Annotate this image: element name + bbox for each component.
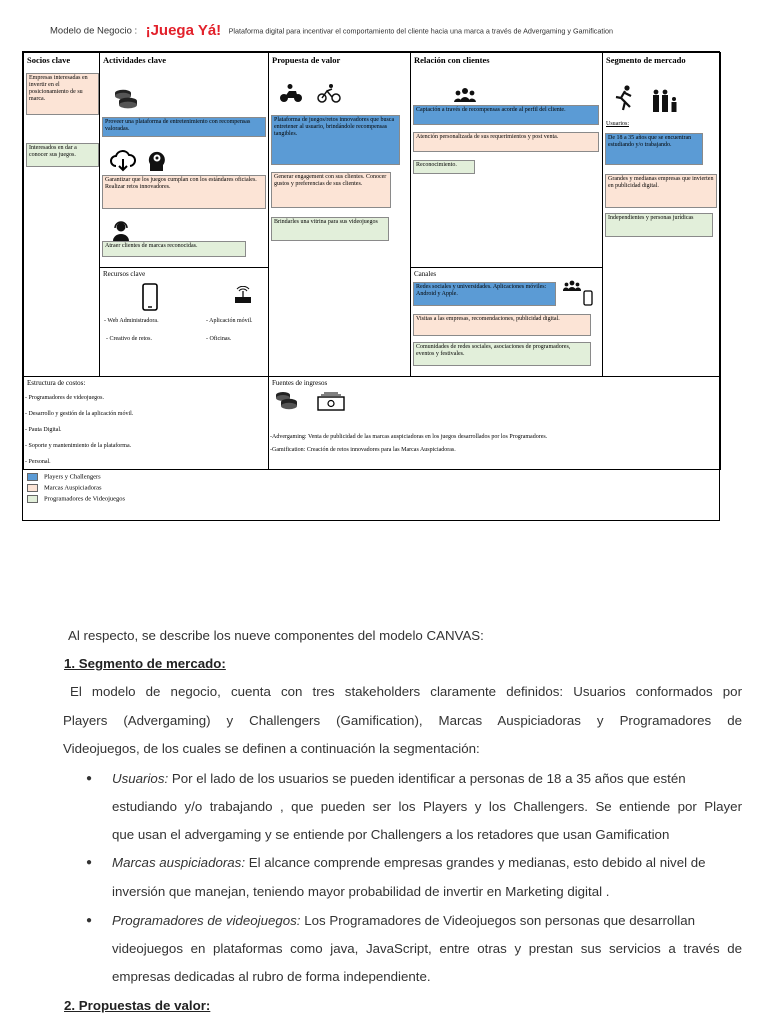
p1-line-2: Players (Advergaming) y Challengers (Gamification), Marcas Auspiciadoras y Programadores de bbox=[63, 713, 742, 728]
actividades-note-atraer: Atraer clientes de marcas reconocidas. bbox=[102, 241, 246, 257]
socios-note-interesados: Interesados en dar a conocer sus juegos. bbox=[26, 143, 99, 167]
bullet-dot-1: ● bbox=[86, 773, 93, 784]
b3-line-2: videojuegos en plataformas como java, JavaScript, entre otras y prestan sus servicios a través de bbox=[112, 941, 742, 956]
person-headset-icon bbox=[112, 221, 130, 241]
propuesta-valor-title: Propuesta de valor bbox=[272, 55, 341, 65]
canales-title: Canales bbox=[414, 270, 437, 278]
actividades-clave-title: Actividades clave bbox=[103, 55, 167, 65]
smartphone-icon bbox=[142, 283, 158, 311]
b1-line-1 bbox=[112, 771, 686, 786]
recurso-app: - Aplicación móvil. bbox=[206, 318, 253, 324]
bullet-dot-3: ● bbox=[86, 915, 93, 926]
intro-paragraph: Al respecto, se describe los nueve componentes del modelo CANVAS: bbox=[68, 628, 484, 643]
b2-line-2: inversión que manejan, teniendo mayor probabilidad de invertir en Marketing digital . bbox=[112, 884, 610, 899]
segmento-usuarios-label: Usuarios: bbox=[606, 121, 629, 127]
ingreso-gamification: -Gamification: Creación de retos innovadores para las Marcas Auspiciadoras. bbox=[270, 447, 456, 453]
b1-line-1-text: Por el lado de los usuarios se pueden identificar a personas de 18 a 35 años que estén bbox=[171, 771, 686, 786]
segmento-note-independientes: Independientes y personas jurídicas bbox=[605, 213, 713, 237]
coins-icon bbox=[114, 87, 140, 111]
segmento-note-usuarios: De 18 a 35 años que se encuentran estudiando y/o trabajando. bbox=[605, 133, 703, 165]
group-icon bbox=[563, 280, 581, 292]
costo-item-4: - Soporte y mantenimiento de la plataforma. bbox=[25, 443, 132, 449]
segmento-mercado-title: Segmento de mercado bbox=[606, 55, 686, 65]
header-subtitle: Plataforma digital para incentivar el comportamiento del cliente hacia una marca a través de Advergaming y Gamification bbox=[228, 26, 613, 36]
motorbike-icon bbox=[279, 83, 303, 103]
ingresos-title: Fuentes de ingresos bbox=[272, 379, 328, 387]
b2-line-1-text: El alcance comprende empresas grandes y medianas, esto debido al nivel de bbox=[248, 855, 706, 870]
business-model-canvas bbox=[22, 51, 720, 521]
costo-item-1: - Programadores de videojuegos. bbox=[25, 395, 104, 401]
b2-line-1 bbox=[112, 855, 706, 870]
legend-label-blue: Players y Challengers bbox=[44, 473, 101, 481]
cloud-download-icon bbox=[110, 150, 136, 172]
legend-green bbox=[27, 495, 125, 503]
family-icon bbox=[651, 89, 679, 113]
runner-icon bbox=[613, 85, 635, 111]
recurso-creativo: - Creativo de retos. bbox=[106, 336, 152, 342]
costos-title: Estructura de costos: bbox=[27, 379, 86, 387]
costo-item-2: - Desarrollo y gestión de la aplicación móvil. bbox=[25, 411, 134, 417]
b3-line-3: empresas dedicadas al rubro de forma independiente. bbox=[112, 969, 431, 984]
relacion-note-captacion: Captación a través de recompensas acorde al perfil del cliente. bbox=[413, 105, 599, 125]
b1-term: Usuarios: bbox=[112, 771, 169, 786]
b2-term: Marcas auspiciadoras: bbox=[112, 855, 246, 870]
propuesta-note-vitrina: Brindarles una vitrina para sus videojuegos bbox=[271, 217, 389, 241]
propuesta-note-engagement: Generar engagement con sus clientes. Conocer gustos y preferencias de sus clientes. bbox=[271, 172, 391, 208]
canales-cell bbox=[410, 267, 603, 377]
p1-line-1: El modelo de negocio, cuenta con tres stakeholders claramente definidos: Usuarios conformados por bbox=[70, 684, 742, 699]
cash-icon bbox=[317, 391, 345, 411]
actividades-note-estandares: Garantizar que los juegos cumplan con los estándares oficiales. Realizar retos innovadores. bbox=[102, 175, 266, 209]
relacion-note-atencion: Atención personalizada de sus requerimientos y post venta. bbox=[413, 132, 599, 152]
recurso-web: - Web Administradora. bbox=[104, 318, 159, 324]
socios-clave-title: Socios clave bbox=[27, 55, 71, 65]
b3-term: Programadores de videojuegos: bbox=[112, 913, 301, 928]
bullet-dot-2: ● bbox=[86, 857, 93, 868]
segmento-note-empresas: Grandes y medianas empresas que invierten en publicidad digital. bbox=[605, 174, 717, 208]
mobile-icon bbox=[583, 290, 593, 306]
router-icon bbox=[233, 286, 253, 304]
legend-pink bbox=[27, 484, 102, 492]
propuesta-note-plataforma: Plataforma de juegos/retos innovadores que busca entretener al usuario, brindándole recompensas tangibles. bbox=[271, 115, 400, 165]
canales-note-redes: Redes sociales y universidades. Aplicaciones móviles: Android y Apple. bbox=[413, 282, 556, 306]
b3-line-1 bbox=[112, 913, 695, 928]
socios-clave-cell bbox=[23, 52, 100, 377]
b1-line-3: que usan el advergaming y se entiende por Challengers a los retadores que usan Gamification bbox=[112, 827, 670, 842]
brand-title: ¡Juega Yá! bbox=[145, 22, 222, 40]
canales-note-visitas: Visitas a las empresas, recomendaciones, publicidad digital. bbox=[413, 314, 591, 336]
fuentes-ingresos-cell bbox=[268, 376, 721, 470]
b3-line-1-text: Los Programadores de Videojuegos son personas que desarrollan bbox=[304, 913, 695, 928]
propuesta-valor-cell bbox=[268, 52, 411, 377]
legend-label-pink: Marcas Auspiciadoras bbox=[44, 484, 102, 492]
actividades-note-plataforma: Proveer una plataforma de entretenimiento con recompensas valoradas. bbox=[102, 117, 266, 137]
costo-item-5: - Personal. bbox=[25, 459, 51, 465]
header-label: Modelo de Negocio : bbox=[50, 25, 138, 37]
socios-note-empresas: Empresas interesadas en invertir en el posicionamiento de su marca. bbox=[26, 73, 99, 115]
ingreso-advergaming: -Advergaming: Venta de publicidad de las marcas auspiciadoras en los juegos desarrollados por los Programadores. bbox=[270, 434, 548, 440]
segmento-mercado-cell bbox=[602, 52, 721, 377]
legend-swatch-green bbox=[27, 495, 38, 503]
relacion-note-reconocimiento: Reconocimiento. bbox=[413, 160, 475, 174]
heading-segmento: 1. Segmento de mercado: bbox=[64, 656, 226, 671]
actividades-clave-cell bbox=[99, 52, 269, 268]
canvas-header bbox=[50, 22, 750, 44]
legend-label-green: Programadores de Videojuegos bbox=[44, 495, 126, 503]
costo-item-3: - Pauta Digital. bbox=[25, 427, 62, 433]
coins-icon bbox=[275, 389, 299, 411]
b1-line-2: estudiando y/o trabajando , que pueden ser los Players y los Challengers. Se entiende por Player bbox=[112, 799, 742, 814]
recurso-oficinas: - Oficinas. bbox=[206, 336, 232, 342]
legend-blue bbox=[27, 473, 101, 481]
group-users-icon bbox=[453, 87, 477, 103]
legend-swatch-pink bbox=[27, 484, 38, 492]
recursos-clave-cell bbox=[99, 267, 269, 377]
cyclist-icon bbox=[317, 83, 341, 103]
relacion-clientes-cell bbox=[410, 52, 603, 268]
estructura-costos-cell bbox=[23, 376, 269, 470]
p1-line-3: Videojuegos, de los cuales se definen a continuación la segmentación: bbox=[63, 741, 480, 756]
heading-propuestas: 2. Propuestas de valor: bbox=[64, 998, 211, 1013]
head-gear-icon bbox=[146, 149, 168, 173]
recursos-clave-title: Recursos clave bbox=[103, 270, 146, 278]
canales-note-comunidades: Comunidades de redes sociales, asociaciones de programadores, eventos y festivales. bbox=[413, 342, 591, 366]
relacion-clientes-title: Relación con clientes bbox=[414, 55, 490, 65]
legend-swatch-blue bbox=[27, 473, 38, 481]
